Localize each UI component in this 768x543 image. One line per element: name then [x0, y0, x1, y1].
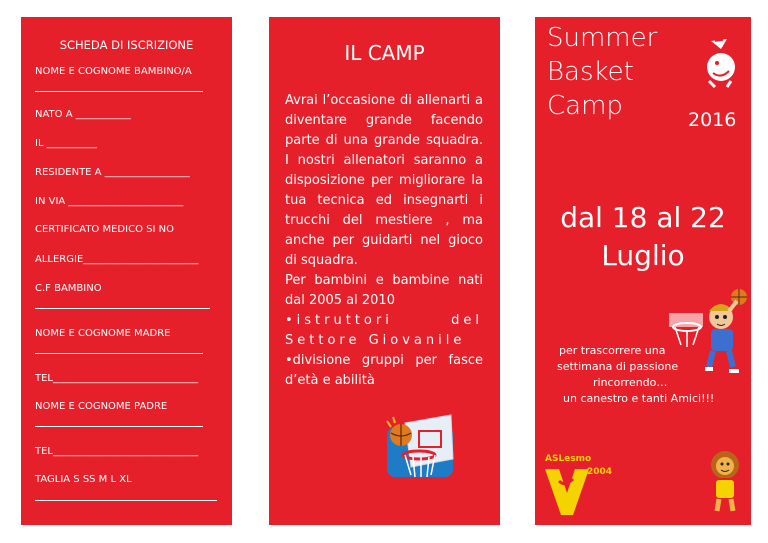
camp-bullet-instructors: •istruttori del Settore Giovanile: [285, 313, 483, 348]
field-medical-certificate: CERTIFICATO MEDICO SI NO: [35, 224, 174, 235]
camp-year: 2016: [688, 109, 737, 131]
field-street: IN VIA _______________________: [35, 196, 184, 207]
field-size: TAGLIA S SS M L XL: [35, 474, 132, 485]
tagline-line2: settimana di passione: [557, 360, 679, 373]
camp-description: [285, 91, 483, 391]
camp-tagline: [545, 343, 735, 407]
underline: [35, 500, 217, 501]
club-logo-name: ASLesmo: [545, 454, 592, 464]
field-birthplace: NATO A ___________: [35, 109, 131, 120]
mascot-icon: [703, 37, 739, 89]
field-mother-name: NOME E COGNOME MADRE: [35, 328, 171, 339]
camp-info-panel: [269, 17, 500, 525]
field-father-name: NOME E COGNOME PADRE: [35, 401, 168, 412]
form-title: SCHEDA DI ISCRIZIONE: [59, 38, 194, 52]
underline: [35, 91, 203, 92]
camp-dates: [535, 199, 751, 275]
tagline-line3: rincorrendo…: [593, 376, 668, 389]
registration-form-panel: [21, 17, 232, 525]
tagline-line4: un canestro e tanti Amici!!!: [563, 392, 715, 405]
underline: [35, 426, 203, 427]
field-allergies: ALLERGIE_______________________: [35, 254, 199, 265]
field-child-name: NOME E COGNOME BAMBINO/A: [35, 66, 192, 77]
camp-name-line1: Summer: [547, 23, 658, 53]
field-residence: RESIDENTE A _________________: [35, 167, 190, 178]
field-mother-phone: TEL_____________________________: [35, 373, 198, 384]
camp-bullet-groups: •divisione gruppi per fasce d’età e abilità: [285, 353, 483, 388]
tagline-line1: per trascorrere una: [559, 344, 666, 357]
camp-age-range: Per bambini e bambine nati dal 2005 al 2010: [285, 273, 483, 308]
camp-name-line2: Basket: [547, 57, 634, 87]
field-father-phone: TEL_____________________________: [35, 446, 198, 457]
camp-title: IL CAMP: [344, 41, 425, 65]
underline: [35, 308, 210, 309]
camp-name: [547, 21, 657, 123]
lion-mascot-icon: [705, 449, 745, 513]
basketball-hoop-icon: [381, 409, 459, 485]
field-birthdate: IL __________: [35, 138, 97, 149]
camp-dates-days: dal 18 al 22: [560, 201, 726, 234]
cover-panel: [535, 17, 751, 525]
field-tax-code: C.F BAMBINO: [35, 283, 102, 294]
underline: [35, 353, 203, 354]
camp-paragraph: Avrai l’occasione di allenarti a diventare grande facendo parte di una grande squadra. I nostri allenatori saranno a disposizione per migliorare la tua tecnica ed insegnarti i trucchi del mestiere , ma anche per guidarti nel gioco di squadra.: [285, 93, 483, 268]
camp-dates-month: Luglio: [601, 239, 685, 272]
club-logo-year: 2004: [587, 467, 613, 477]
camp-name-line3: Camp: [547, 91, 623, 121]
